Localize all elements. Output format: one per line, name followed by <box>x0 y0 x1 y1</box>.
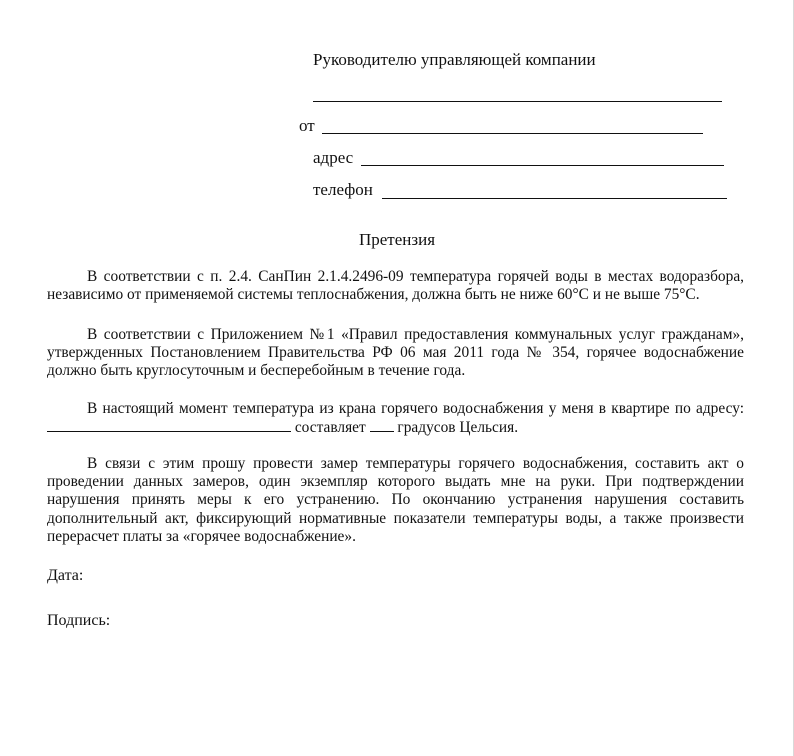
paragraph-rules-text: В соответствии с Приложением №1 «Правил предоставления коммунальных услуг гражданам», утвержденных Постановлением Правительства РФ 06 мая 2011 года № 354, горячее водоснабжение должно быть круглосуточным и бесперебойным в течение года. <box>47 326 744 380</box>
phone-blank[interactable] <box>382 198 727 199</box>
address-label: адрес <box>313 148 354 167</box>
address-inline-blank[interactable] <box>47 418 291 432</box>
paragraph-current-temp <box>47 400 744 437</box>
from-blank[interactable] <box>322 133 703 134</box>
paragraph-request <box>47 455 744 546</box>
paragraph-request-text: В связи с этим прошу провести замер температуры горячего водоснабжения, составить акт о проведении данных замеров, один экземпляр которого выдать мне на руки. При подтверждении нарушения принять меры к его устранению. По окончанию устранения нарушения составить дополнительный акт, фиксирующий нормативные показатели температуры воды, а также произвести перерасчет платы за «горячее водоснабжение». <box>47 455 744 545</box>
paragraph-sanpin-text: В соответствии с п. 2.4. СанПин 2.1.4.2496-09 температура горячей воды в местах водоразбора, независимо от применяемой системы теплоснабжения, должна быть не ниже 60°С и не выше 75°С. <box>47 268 744 304</box>
paragraph-current-temp-mid: составляет <box>291 419 370 437</box>
address-blank[interactable] <box>361 165 724 166</box>
paragraph-rules <box>47 326 744 381</box>
temperature-inline-blank[interactable] <box>370 418 394 432</box>
paragraph-current-temp-lead: В настоящий момент температура из крана горячего водоснабжения у меня в квартире по адресу: <box>87 400 744 417</box>
phone-label: телефон <box>313 180 373 199</box>
addressee-line: Руководителю управляющей компании <box>313 50 596 69</box>
signature-label: Подпись: <box>47 612 111 629</box>
paragraph-sanpin <box>47 268 744 304</box>
company-name-blank[interactable] <box>313 101 722 102</box>
date-label: Дата: <box>47 567 84 584</box>
from-label: от <box>299 116 315 135</box>
document-title: Претензия <box>358 230 436 249</box>
paragraph-current-temp-end: градусов Цельсия. <box>393 419 519 437</box>
